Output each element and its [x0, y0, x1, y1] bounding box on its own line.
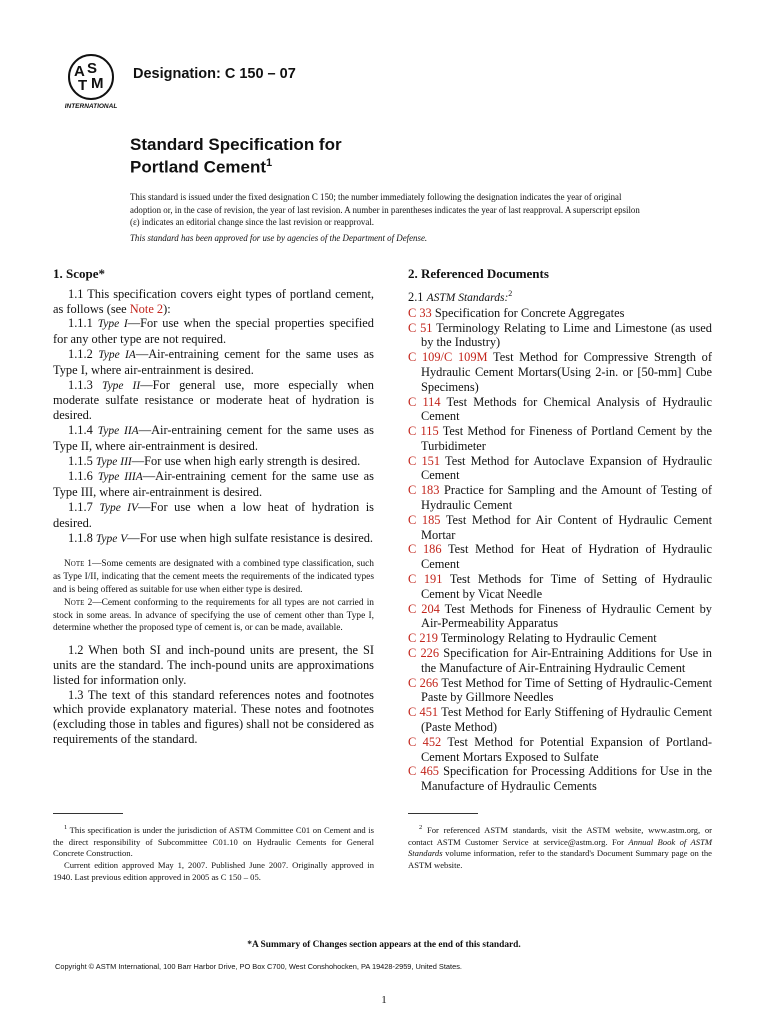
dod-approval: This standard has been approved for use by agencies of the Department of Defense. [130, 233, 428, 243]
reference-code-link[interactable]: C 465 [408, 764, 439, 779]
reference-code-link[interactable]: C 114 [408, 394, 441, 409]
reference-code-link[interactable]: C 204 [408, 601, 440, 616]
reference-code-link[interactable]: C 115 [408, 424, 439, 439]
designation: Designation: C 150 – 07 [133, 66, 296, 82]
cement-type-item: 1.1.2 Type IA—Air-entraining cement for the same uses as Type I, where air-entrainment is desired. [53, 346, 374, 377]
references-column [408, 267, 712, 794]
reference-item: C 185 Test Method for Air Content of Hydraulic Cement Mortar [408, 512, 713, 542]
scope-heading: 1. Scope* [53, 266, 105, 281]
reference-item: C 51 Terminology Relating to Lime and Limestone (as used by the Industry) [408, 320, 712, 350]
cement-type-item: 1.1.6 Type IIIA—Air-entraining cement for the same use as Type III, where air-entrainment is desired. [53, 469, 374, 500]
reference-item: C 266 Test Method for Time of Setting of Hydraulic-Cement Paste by Gillmore Needles [408, 675, 713, 705]
title-line1: Standard Specification for [130, 135, 342, 154]
reference-code-link[interactable]: C 226 [408, 646, 440, 661]
reference-code-link[interactable]: C 51 [408, 320, 433, 335]
reference-code-link[interactable]: C 266 [408, 675, 439, 690]
reference-item: C 452 Test Method for Potential Expansion of Portland-Cement Mortars Exposed to Sulfate [408, 734, 713, 764]
reference-item: C 115 Test Method for Fineness of Portland Cement by the Turbidimeter [408, 424, 712, 453]
notes [53, 558, 374, 635]
scope-column [53, 267, 374, 747]
note-2: Note 2—Cement conforming to the requirements for all types are not carried in stock in some areas. In advance of specifying the use of cement other than Type I, determine whether the proposed type of cement is, or can be made, available. [53, 597, 374, 634]
reference-item: C 151 Test Method for Autoclave Expansion of Hydraulic Cement [408, 453, 712, 483]
reference-code-link[interactable]: C 219 [408, 631, 438, 646]
logo-subtext: INTERNATIONAL [64, 103, 118, 110]
references-heading: 2. Referenced Documents [408, 266, 549, 281]
svg-text:S: S [87, 60, 98, 77]
reference-item: C 33 Specification for Concrete Aggregates [408, 305, 625, 320]
cement-type-item: 1.1.8 Type V—For use when high sulfate resistance is desired. [68, 530, 373, 545]
reference-code-link[interactable]: C 151 [408, 453, 441, 468]
cement-type-item: 1.1.5 Type III—For use when high early strength is desired. [68, 453, 361, 468]
note-2-link[interactable]: Note 2 [129, 301, 164, 316]
cement-type-item: 1.1.7 Type IV—For use when a low heat of hydration is desired. [53, 499, 374, 530]
reference-code-link[interactable]: C 452 [408, 734, 442, 749]
page-number: 1 [381, 994, 387, 1006]
astm-logo [60, 52, 122, 114]
title-line2: Portland Cement$^1$ [130, 157, 273, 177]
reference-code-link[interactable]: C 191 [408, 572, 443, 587]
scope-1-2: 1.2 When both SI and inch-pound units are present, the SI units are the standard. The inch-pound units are approximations listed for information only. [53, 643, 374, 687]
reference-code-link[interactable]: C 33 [408, 305, 432, 320]
cement-type-item: 1.1.4 Type IIA—Air-entraining cement for the same uses as Type II, where air-entrainment is desired. [53, 422, 374, 453]
reference-code-link[interactable]: C 451 [408, 705, 439, 720]
footnote-rule-right [408, 813, 478, 814]
reference-code-link[interactable]: C 109/C 109M [408, 350, 488, 365]
reference-item: C 219 Terminology Relating to Hydraulic Cement [408, 631, 657, 646]
footnote-rule-left [53, 813, 123, 814]
reference-item: C 114 Test Methods for Chemical Analysis of Hydraulic Cement [408, 394, 712, 424]
note-1: Note 1—Some cements are designated with a combined type classification, such as Type I/II, indicating that the cement meets the requirements of the indicated types and is being offered as suitable for use when either type is desired. [53, 559, 374, 595]
copyright: Copyright © ASTM International, 100 Barr Harbor Drive, PO Box C700, West Conshohocken, PA 19428-2959, United States. [55, 962, 462, 971]
svg-text:T: T [78, 77, 88, 94]
footnote-1: $^1$ This specification is under the jurisdiction of ASTM Committee C01 on Cement and is the direct responsibility of Subcommittee C01.10 on Hydraulic Cements for General Concrete Construction. Current edition approved May 1, 2007. Published June 2007. Originally approved in 1940. Last previous edition approved in 2005 as C 150 – 05. [53, 824, 374, 882]
reference-item: C 226 Specification for Air-Entraining Additions for Use in the Manufacture of Air-Entraining Hydraulic Cement [408, 646, 712, 675]
title-footnote-ref[interactable]: 1 [266, 157, 273, 169]
references-list [408, 306, 712, 794]
reference-item: C 109/C 109M Test Method for Compressive Strength of Hydraulic Cement Mortars(Using 2-in. or [50-mm] Cube Specimens) [408, 350, 713, 394]
cement-types-list [53, 316, 374, 546]
cement-type-item: 1.1.1 Type I—For use when the special properties specified for any other type are not required. [53, 316, 374, 347]
references-intro: 2.1 ASTM Standards:$^2$ [408, 288, 513, 304]
intro-text: This standard is issued under the fixed designation C 150; the number immediately following the designation indicates the year of original adoption or, in the case of revision, the year of last revision. A number in parentheses indicates the year of last reapproval. A superscript epsilon (ε) indicates an editorial change since the last revision or reapproval. [130, 192, 640, 227]
reference-item: C 186 Test Method for Heat of Hydration of Hydraulic Cement [408, 542, 712, 572]
svg-text:M: M [91, 75, 104, 92]
reference-item: C 451 Test Method for Early Stiffening of Hydraulic Cement (Paste Method) [408, 705, 713, 735]
scope-1-1: 1.1 This specification covers eight types of portland cement, as follows (see Note 2): [53, 286, 374, 316]
scope-1-3: 1.3 The text of this standard references notes and footnotes which provide explanatory material. These notes and footnotes (excluding those in tables and figures) shall not be considered as requirements of the standard. [53, 687, 374, 746]
page-title [130, 135, 342, 177]
reference-item: C 465 Specification for Processing Additions for Use in the Manufacture of Hydraulic Cements [408, 764, 712, 794]
reference-item: C 183 Practice for Sampling and the Amount of Testing of Hydraulic Cement [408, 483, 712, 513]
cement-type-item: 1.1.3 Type II—For general use, more especially when moderate sulfate resistance or moderate heat of hydration is desired. [53, 377, 374, 423]
svg-text:A: A [74, 63, 85, 80]
footnote-2: $^2$ For referenced ASTM standards, visit the ASTM website, www.astm.org, or contact ASTM Customer Service at service@astm.org. For Annual Book of ASTM Standards volume information, refer to the standard's Document Summary page on the ASTM website. [408, 824, 713, 870]
summary-of-changes-note: *A Summary of Changes section appears at the end of this standard. [247, 940, 521, 950]
reference-code-link[interactable]: C 185 [408, 512, 441, 527]
reference-code-link[interactable]: C 183 [408, 483, 440, 498]
reference-item: C 204 Test Methods for Fineness of Hydraulic Cement by Air-Permeability Apparatus [408, 601, 712, 631]
reference-code-link[interactable]: C 186 [408, 542, 442, 557]
reference-item: C 191 Test Methods for Time of Setting of Hydraulic Cement by Vicat Needle [408, 572, 713, 601]
